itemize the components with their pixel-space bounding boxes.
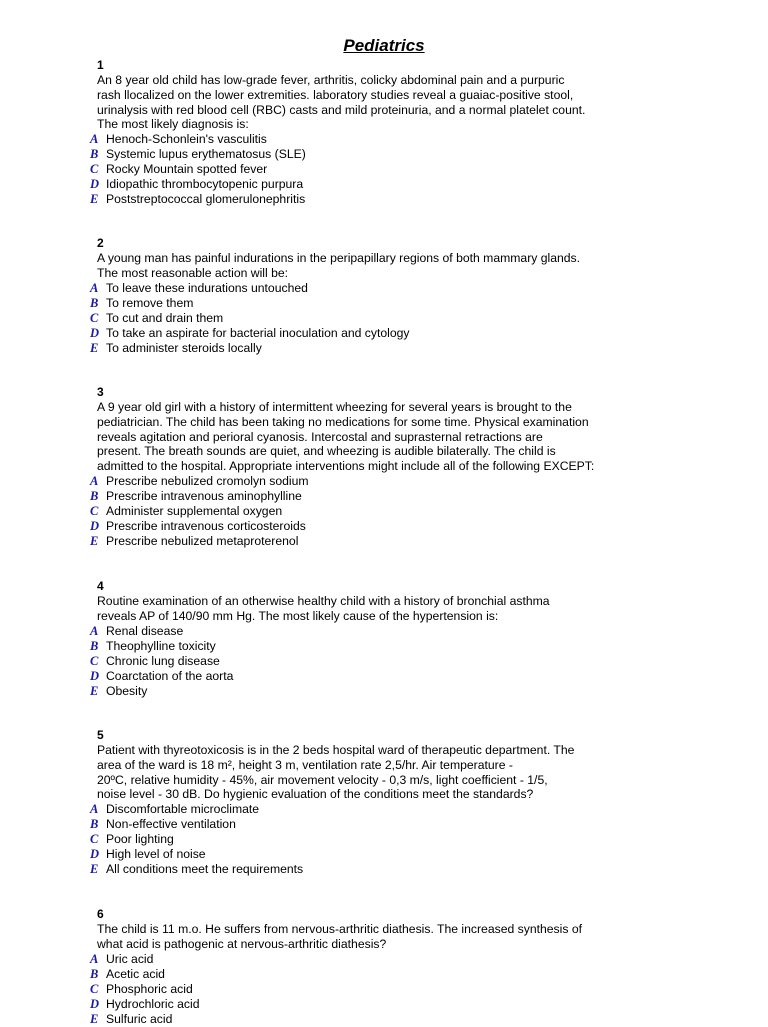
question-number: 5 [97,728,104,742]
option-text: Chronic lung disease [106,653,220,668]
option-letter: D [90,668,100,683]
option-e [90,862,650,877]
option-text: Idiopathic thrombocytopenic purpura [106,177,304,192]
option-d [90,326,650,341]
option-letter: C [90,162,99,177]
option-text: All conditions meet the requirements [106,862,304,877]
option-text: Sulfuric acid [106,1011,173,1026]
option-letter: E [90,683,99,698]
option-text: Acetic acid [106,966,165,981]
option-letter: E [90,862,99,877]
option-letter: B [90,147,99,162]
option-b [90,296,650,311]
question-number: 2 [97,236,104,250]
option-letter: D [90,325,100,340]
option-text: High level of noise [106,847,206,862]
option-letter: C [90,503,99,518]
option-letter: E [90,340,99,355]
question-5 [90,728,650,877]
option-b [90,817,650,832]
option-text: Rocky Mountain spotted fever [106,162,268,177]
option-letter: D [90,177,100,192]
option-text: Prescribe nebulized cromolyn sodium [106,473,309,488]
question-1 [90,58,650,207]
option-text: To remove them [106,295,194,310]
option-text: Henoch-Schonlein's vasculitis [106,132,267,147]
option-text: Non-effective ventilation [106,817,236,832]
option-letter: B [90,817,99,832]
option-e [90,534,650,549]
option-text: Prescribe intravenous corticosteroids [106,518,306,533]
option-letter: D [90,996,100,1011]
question-stem: An 8 year old child has low-grade fever, arthritis, colicky abdominal pain and a purpuric rash llocalized on the lower extremities. laboratory studies reveal a guaiac-positive stool, urinalysis with red blood cell (RBC) casts and mild proteinuria, and a normal platelet count. The most likely diagnosis is: [97,73,586,132]
option-text: To take an aspirate for bacterial inoculation and cytology [106,325,410,340]
option-e [90,192,650,207]
option-e [90,684,650,699]
option-text: Poststreptococcal glomerulonephritis [106,192,306,207]
option-d [90,177,650,192]
question-2 [90,236,650,356]
option-c [90,832,650,847]
option-letter: B [90,295,99,310]
question-number: 3 [97,385,104,399]
option-letter: C [90,653,99,668]
option-letter: B [90,488,99,503]
option-a [90,802,650,817]
option-text: Obesity [106,683,148,698]
option-text: Systemic lupus erythematosus (SLE) [106,147,306,162]
option-letter: A [90,802,99,817]
option-c [90,504,650,519]
question-stem: Patient with thyreotoxicosis is in the 2 beds hospital ward of therapeutic department. The area of the ward is 18 m², height 3 m, ventilation rate 2,5/hr. Air temperature - 20ºC, relative humidity - 45%, air movement velocity - 0,3 m/s, light coefficient - 1/5, noise level - 30 dB. Do hygienic evaluation of the conditions meet the standards? [97,743,575,802]
option-b [90,639,650,654]
option-text: Administer supplemental oxygen [106,503,283,518]
option-e [90,341,650,356]
option-letter: C [90,832,99,847]
option-letter: C [90,981,99,996]
option-letter: A [90,623,99,638]
option-letter: E [90,192,99,207]
option-letter: E [90,1011,99,1026]
option-d [90,669,650,684]
question-number: 1 [97,58,104,72]
option-text: Theophylline toxicity [106,638,216,653]
option-letter: D [90,518,100,533]
option-text: Uric acid [106,951,154,966]
question-3 [90,385,650,549]
question-stem: Routine examination of an otherwise healthy child with a history of bronchial asthma reveals AP of 140/90 mm Hg. The most likely cause of the hypertension is: [97,594,550,623]
option-b [90,967,650,982]
question-stem: A 9 year old girl with a history of intermittent wheezing for several years is brought to the pediatrician. The child has been taking no medications for some time. Physical examination reveals agitation and perioral cyanosis. Intercostal and suprasternal retractions are present. The breath sounds are quiet, and wheezing is audible bilaterally. The child is admitted to the hospital. Appropriate interventions might include all of the following EXCEPT: [97,400,595,474]
option-b [90,147,650,162]
question-4 [90,579,650,699]
question-number: 6 [97,907,104,921]
option-letter: A [90,951,99,966]
option-c [90,311,650,326]
question-stem: A young man has painful indurations in the peripapillary regions of both mammary glands. The most reasonable action will be: [97,251,581,280]
option-d [90,519,650,534]
option-a [90,474,650,489]
option-letter: B [90,638,99,653]
option-text: To leave these indurations untouched [106,280,308,295]
option-d [90,997,650,1012]
option-e [90,1012,650,1027]
question-number: 4 [97,579,104,593]
option-letter: A [90,132,99,147]
option-c [90,162,650,177]
option-a [90,624,650,639]
option-a [90,281,650,296]
option-letter: C [90,310,99,325]
option-text: Prescribe nebulized metaproterenol [106,533,299,548]
option-c [90,982,650,997]
option-text: Poor lighting [106,832,174,847]
option-text: To cut and drain them [106,310,224,325]
option-text: Renal disease [106,623,184,638]
option-letter: A [90,473,99,488]
option-letter: A [90,280,99,295]
question-stem: The child is 11 m.o. He suffers from nervous-arthritic diathesis. The increased synthesis of what acid is pathogenic at nervous-arthritic diathesis? [97,922,582,951]
option-letter: D [90,847,100,862]
option-a [90,952,650,967]
option-text: Hydrochloric acid [106,996,200,1011]
option-b [90,489,650,504]
option-text: Discomfortable microclimate [106,802,260,817]
option-letter: B [90,966,99,981]
option-text: Prescribe intravenous aminophylline [106,488,302,503]
option-d [90,847,650,862]
option-text: Phosphoric acid [106,981,193,996]
option-text: Coarctation of the aorta [106,668,234,683]
option-letter: E [90,533,99,548]
option-a [90,132,650,147]
page-title: Pediatrics [343,36,425,55]
option-text: To administer steroids locally [106,340,262,355]
option-c [90,654,650,669]
question-6 [90,907,650,1027]
